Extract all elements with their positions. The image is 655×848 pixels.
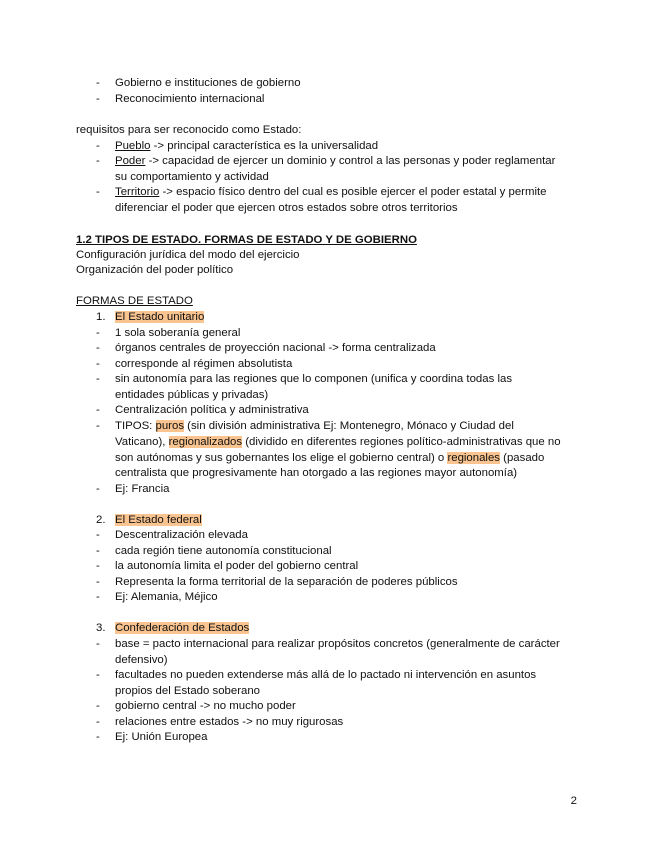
requisito-text: -> principal característica es la universalidad [150, 140, 379, 152]
term-poder: Poder [115, 155, 146, 167]
bullet-dash: - [96, 669, 100, 681]
section-line: Organización del poder político [76, 264, 234, 276]
list-item: Reconocimiento internacional [115, 93, 265, 105]
list-item: la autonomía limita el poder del gobierno central [115, 560, 359, 572]
tipos-line [115, 419, 585, 435]
bullet-dash: - [96, 529, 100, 541]
list-item-cont: entidades públicas y privadas) [115, 389, 269, 401]
bullet-dash: - [96, 373, 100, 385]
list-number: 3. [96, 622, 106, 634]
tipos-line [115, 435, 585, 451]
requisito-text: -> capacidad de ejercer un dominio y control a las personas y poder reglamentar [145, 155, 556, 167]
list-item: base = pacto internacional para realizar propósitos concretos (generalmente de carácter [115, 638, 560, 650]
list-item: Ej: Francia [115, 483, 170, 495]
highlight: El Estado unitario [115, 311, 205, 323]
confederacion-title [115, 621, 585, 637]
list-item: órganos centrales de proyección nacional -> forma centralizada [115, 342, 436, 354]
unitario-title [115, 310, 585, 326]
section-heading: 1.2 TIPOS DE ESTADO. FORMAS DE ESTADO Y DE GOBIERNO [76, 234, 417, 246]
requisito-pueblo [115, 139, 585, 155]
list-item: sin autonomía para las regiones que lo componen (unifica y coordina todas las [115, 373, 513, 385]
bullet-dash: - [96, 186, 100, 198]
bullet-dash: - [96, 700, 100, 712]
bullet-dash: - [96, 716, 100, 728]
list-item: Ej: Alemania, Méjico [115, 591, 218, 603]
list-item: Descentralización elevada [115, 529, 248, 541]
bullet-dash: - [96, 560, 100, 572]
bullet-dash: - [96, 638, 100, 650]
tipos-text: son autónomas y sus gobernantes los elige el gobierno central) o [115, 452, 448, 464]
highlight-regionales: regionales [447, 452, 500, 464]
section-line: Configuración jurídica del modo del ejercicio [76, 249, 300, 261]
list-item: 1 sola soberanía general [115, 327, 241, 339]
requisito-poder [115, 154, 585, 170]
list-item: cada región tiene autonomía constitucional [115, 545, 332, 557]
list-item: corresponde al régimen absolutista [115, 358, 293, 370]
list-item: Ej: Unión Europea [115, 731, 208, 743]
bullet-dash: - [96, 731, 100, 743]
tipos-text: (dividido en diferentes regiones político-administrativas que no [242, 436, 561, 448]
federal-title [115, 513, 585, 529]
bullet-dash: - [96, 483, 100, 495]
tipos-label: TIPOS: [115, 420, 156, 432]
bullet-dash: - [96, 358, 100, 370]
term-pueblo: Pueblo [115, 140, 151, 152]
term-territorio: Territorio [115, 186, 160, 198]
page-number: 2 [570, 795, 577, 807]
list-item: relaciones entre estados -> no muy rigurosas [115, 716, 344, 728]
list-item: facultades no pueden extenderse más allá de lo pactado ni intervención en asuntos [115, 669, 537, 681]
list-item-cont: propios del Estado soberano [115, 685, 261, 697]
highlight: El Estado federal [115, 514, 202, 526]
bullet-dash: - [96, 155, 100, 167]
bullet-dash: - [96, 404, 100, 416]
tipos-text: (sin división administrativa Ej: Montenegro, Mónaco y Ciudad del [184, 420, 514, 432]
requisito-territorio [115, 185, 585, 201]
list-number: 1. [96, 311, 106, 323]
highlight-puros: puros [155, 420, 185, 432]
bullet-dash: - [96, 545, 100, 557]
bullet-dash: - [96, 77, 100, 89]
list-item-cont: defensivo) [115, 654, 168, 666]
bullet-dash: - [96, 140, 100, 152]
list-number: 2. [96, 514, 106, 526]
highlight: Confederación de Estados [115, 622, 250, 634]
tipos-text: Vaticano), [115, 436, 169, 448]
bullet-dash: - [96, 591, 100, 603]
bullet-dash: - [96, 576, 100, 588]
requisito-text: -> espacio físico dentro del cual es posible ejercer el poder estatal y permite [159, 186, 547, 198]
bullet-dash: - [96, 420, 100, 432]
list-item: Representa la forma territorial de la separación de poderes públicos [115, 576, 458, 588]
highlight-regionalizados: regionalizados [168, 436, 243, 448]
bullet-dash: - [96, 342, 100, 354]
tipos-line: centralista que progresivamente han otorgado a las regiones mayor autonomía) [115, 467, 518, 479]
requisitos-intro: requisitos para ser reconocido como Estado: [76, 124, 302, 136]
requisito-territorio-cont: diferenciar el poder que ejercen otros estados sobre otros territorios [115, 202, 458, 214]
tipos-line [115, 451, 585, 467]
subheading-formas: FORMAS DE ESTADO [76, 295, 193, 307]
tipos-text: (pasado [500, 452, 545, 464]
list-item: gobierno central -> no mucho poder [115, 700, 296, 712]
list-item: Centralización política y administrativa [115, 404, 309, 416]
requisito-poder-cont: su comportamiento y actividad [115, 171, 269, 183]
bullet-dash: - [96, 327, 100, 339]
list-item: Gobierno e instituciones de gobierno [115, 77, 301, 89]
bullet-dash: - [96, 93, 100, 105]
